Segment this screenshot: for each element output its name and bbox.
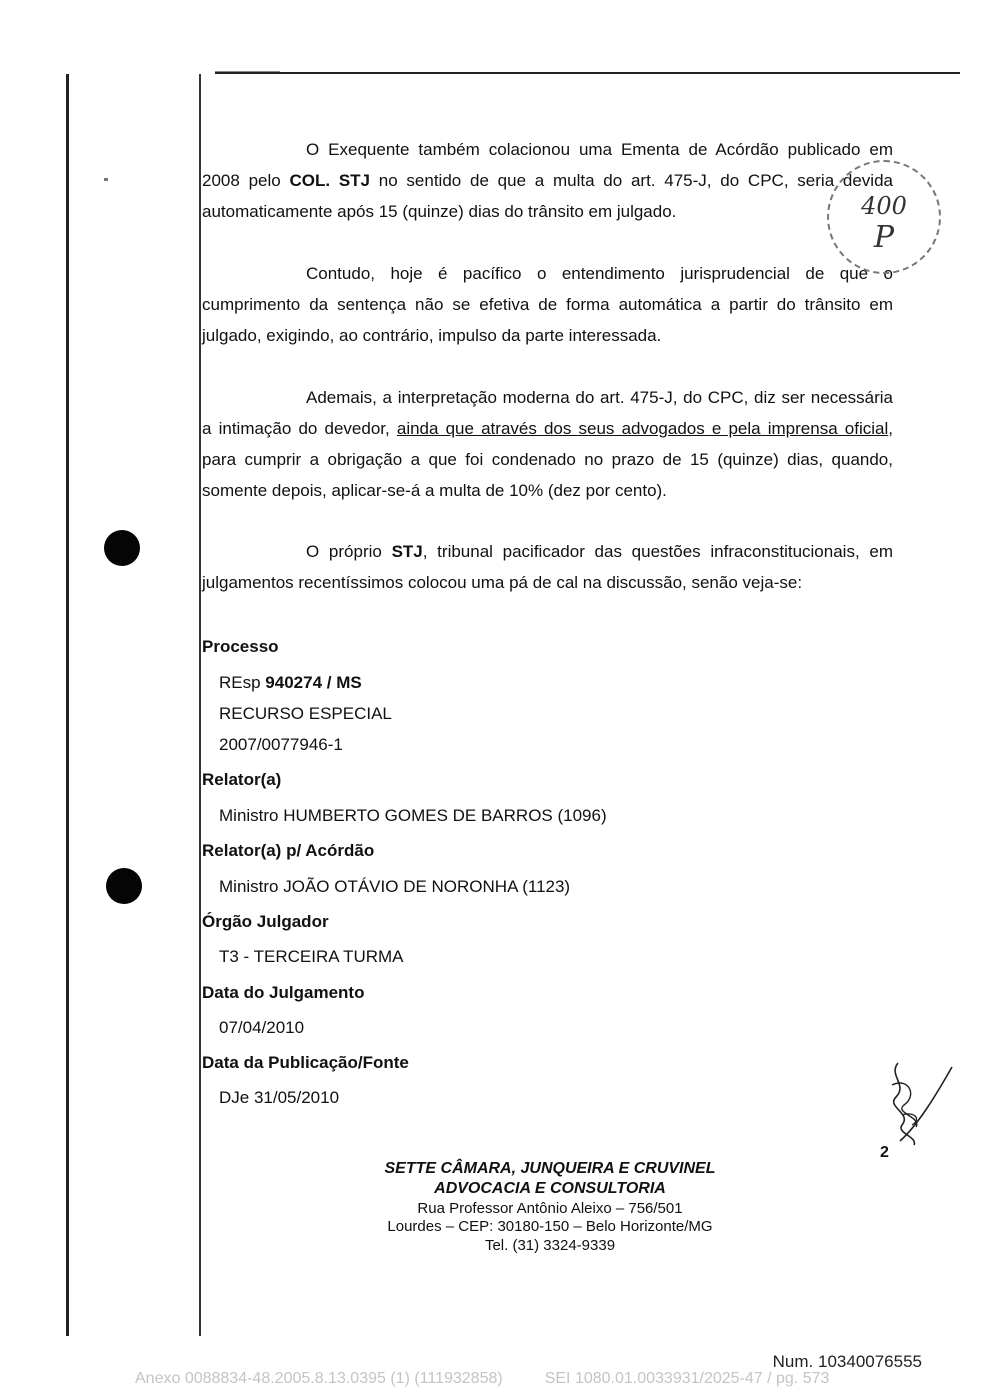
underlined-text: ainda que através dos seus advogados e pela imprensa oficial — [396, 419, 889, 438]
stamp-number: 400 — [861, 192, 907, 220]
data-publicacao-value: DJe 31/05/2010 — [219, 1088, 340, 1107]
paragraph-contudo — [202, 258, 893, 351]
paragraph-text: Contudo, hoje é pacífico o entendimento jurisprudencial de que o cumprimento da sentença não se efetiva de forma automática a partir do trânsito em julgado, exigindo, ao contrário, impulso da parte interessada. — [202, 264, 893, 345]
stamp-initial: P — [873, 220, 895, 255]
bold-court-name: STJ — [391, 542, 423, 561]
paragraph-stj — [202, 536, 893, 598]
left-binding-edge — [66, 74, 69, 1336]
paragraph-text: no sentido de que a multa do art. 475-J, do CPC, seria devida automaticamente após 15 (quinze) dias do trânsito em julgado. — [202, 171, 893, 221]
bold-court-name: COL. STJ — [289, 171, 371, 190]
orgao-julgador-label: Órgão Julgador — [202, 912, 329, 931]
page-number: 2 — [880, 1144, 889, 1161]
data-julgamento-label: Data do Julgamento — [202, 983, 365, 1002]
top-rule — [215, 72, 960, 74]
scan-speck — [104, 178, 108, 181]
footer-firm-name: SETTE CÂMARA, JUNQUEIRA E CRUVINEL — [384, 1160, 716, 1177]
data-publicacao-label: Data da Publicação/Fonte — [202, 1053, 409, 1072]
paragraph-ademais — [202, 382, 893, 506]
relator-label: Relator(a) — [202, 770, 282, 789]
paragraph-text: Ademais, a interpretação moderna do art. 475-J, do CPC, diz ser necessária a intimação do devedor, — [202, 388, 893, 438]
data-julgamento-value: 07/04/2010 — [219, 1018, 305, 1037]
resp-number — [219, 672, 362, 694]
orgao-julgador-value: T3 - TERCEIRA TURMA — [219, 947, 404, 966]
recurso-type: RECURSO ESPECIAL — [219, 704, 392, 723]
watermark-sei: SEI 1080.01.0033931/2025-47 / pg. 573 — [544, 1370, 830, 1387]
resp-prefix: REsp — [219, 673, 266, 692]
relator-acordao-name: Ministro JOÃO OTÁVIO DE NORONHA (1123) — [219, 877, 571, 896]
relator-acordao-label: Relator(a) p/ Acórdão — [202, 841, 375, 860]
punch-hole-lower — [106, 868, 142, 904]
paragraph-ementa — [202, 134, 893, 227]
punch-hole-upper — [104, 530, 140, 566]
registro-number: 2007/0077946-1 — [219, 735, 343, 754]
paragraph-text: O próprio — [306, 542, 392, 561]
sei-watermark — [135, 1370, 829, 1388]
processo-label: Processo — [202, 637, 279, 656]
watermark-annex: Anexo 0088834-48.2005.8.13.0395 (1) (111932858) — [135, 1370, 503, 1387]
paragraph-text: O Exequente também colacionou uma Ementa de Acórdão publicado em 2008 pelo — [202, 140, 893, 190]
footer-phone: Tel. (31) 3324-9339 — [484, 1237, 616, 1254]
resp-number-bold: 940274 / MS — [265, 673, 362, 692]
left-margin-line — [199, 74, 201, 1336]
footer-firm-subtitle: ADVOCACIA E CONSULTORIA — [434, 1180, 666, 1197]
document-number: Num. 10340076555 — [772, 1352, 922, 1371]
footer-city: Lourdes – CEP: 30180-150 – Belo Horizonte/MG — [387, 1218, 713, 1235]
paragraph-text: , para cumprir a obrigação a que foi condenado no prazo de 15 (quinze) dias, quando, somente depois, aplicar-se-á a multa de 10% (dez por cento). — [202, 419, 893, 500]
relator-name: Ministro HUMBERTO GOMES DE BARROS (1096) — [219, 806, 607, 825]
signature-mark — [878, 1055, 958, 1150]
paragraph-text: , tribunal pacificador das questões infraconstitucionais, em julgamentos recentíssimos colocou uma pá de cal na discussão, senão veja-se: — [202, 542, 893, 592]
footer-street: Rua Professor Antônio Aleixo – 756/501 — [417, 1200, 683, 1217]
page-stamp — [827, 160, 941, 274]
